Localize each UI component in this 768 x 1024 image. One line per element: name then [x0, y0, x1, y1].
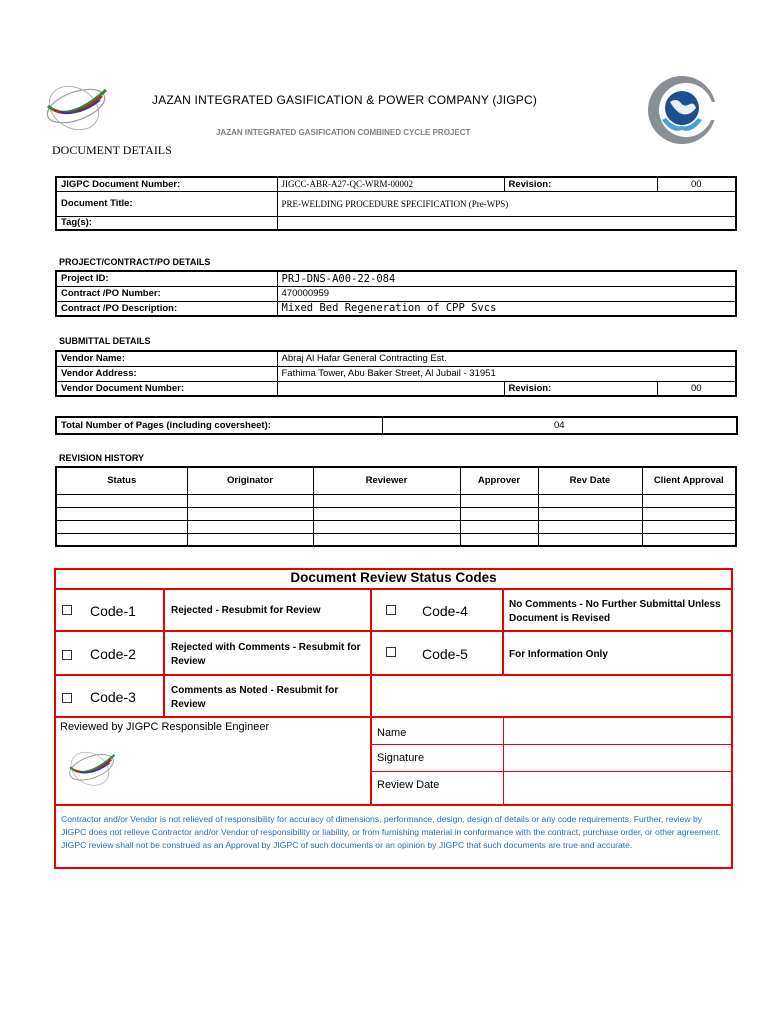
company-name: JAZAN INTEGRATED GASIFICATION & POWER COMPANY (JIGPC) — [152, 93, 538, 107]
doc-revision-label: Revision: — [504, 177, 657, 191]
project-name: JAZAN INTEGRATED GASIFICATION COMBINED CYCLE PROJECT — [216, 128, 471, 137]
document-details-heading: DOCUMENT DETAILS — [52, 143, 172, 157]
submittal-table — [55, 350, 737, 397]
table-row — [56, 533, 736, 546]
code-1-description: Rejected - Resubmit for Review — [171, 605, 321, 616]
code-5-label: Code-5 — [422, 646, 468, 662]
vendor-revision-label: Revision: — [504, 381, 657, 396]
total-pages-value: 04 — [382, 417, 737, 434]
project-id-label: Project ID: — [56, 271, 277, 286]
history-header-originator: Originator — [187, 467, 313, 494]
vendor-name-value: Abraj Al Hafar General Contracting Est. — [277, 351, 736, 366]
code-3-label: Code-3 — [90, 689, 136, 705]
jigpc-logo — [40, 76, 116, 138]
table-row — [56, 494, 736, 507]
globe-hands-logo — [640, 72, 720, 150]
history-header-rev-date: Rev Date — [538, 467, 642, 494]
vendor-doc-number-label: Vendor Document Number: — [56, 381, 277, 396]
doc-title-value: PRE-WELDING PROCEDURE SPECIFICATION (Pre-WPS) — [277, 191, 736, 216]
pages-table — [55, 416, 738, 435]
jigpc-logo — [64, 744, 122, 792]
code-5-description: For Information Only — [509, 649, 608, 660]
code-2-label: Code-2 — [90, 646, 136, 662]
history-header-approver: Approver — [460, 467, 538, 494]
project-section-title: PROJECT/CONTRACT/PO DETAILS — [59, 257, 211, 267]
review-status-title: Document Review Status Codes — [290, 570, 497, 585]
doc-number-label: JIGPC Document Number: — [56, 177, 277, 191]
revision-history-title: REVISION HISTORY — [59, 453, 145, 463]
review-date-field[interactable] — [505, 773, 731, 803]
doc-number-value: JIGCC-ABR-A27-QC-WRM-00002 — [277, 177, 504, 191]
checkbox-icon[interactable] — [386, 605, 396, 615]
history-header-status: Status — [56, 467, 187, 494]
review-date-label: Review Date — [377, 779, 440, 791]
document-table — [55, 176, 737, 231]
vendor-doc-number-value — [277, 381, 504, 396]
po-number-label: Contract /PO Number: — [56, 286, 277, 301]
po-number-value: 470000959 — [277, 286, 736, 301]
code-3-description: Comments as Noted - Resubmit for Review — [171, 685, 339, 710]
po-description-label: Contract /PO Description: — [56, 301, 277, 316]
reviewer-name-field[interactable] — [505, 719, 731, 743]
checkbox-icon[interactable] — [62, 693, 72, 703]
doc-title-label: Document Title: — [56, 191, 277, 216]
project-table — [55, 270, 737, 317]
doc-revision-value: 00 — [657, 177, 736, 191]
vendor-name-label: Vendor Name: — [56, 351, 277, 366]
code-4-description: No Comments - No Further Submittal Unless Document is Revised — [509, 599, 721, 624]
signature-field[interactable] — [505, 746, 731, 770]
disclaimer-text: Contractor and/or Vendor is not relieved of responsibility for accuracy of dimensions, performance, design, design of details or any code requirements. Further, review by JIGPC does not relieve Contractor and/or Vendor of responsibility or liability, or from furnishing material in conformance with the contract, purchase order, or other agreement. JIGPC review shall not be construed as an Approval by JIGPC of such documents or an opinion by JIGPC that such documents are true and accurate. — [61, 814, 721, 850]
reviewer-name-label: Name — [377, 727, 407, 739]
table-row — [56, 507, 736, 520]
tags-label: Tag(s): — [56, 216, 277, 230]
reviewed-by-label: Reviewed by JIGPC Responsible Engineer — [60, 721, 270, 733]
po-description-value: Mixed Bed Regeneration of CPP Svcs — [277, 301, 736, 316]
signature-label: Signature — [377, 752, 425, 764]
checkbox-icon[interactable] — [62, 650, 72, 660]
tags-value — [277, 216, 736, 230]
project-id-value: PRJ-DNS-A00-22-084 — [277, 271, 736, 286]
checkbox-icon[interactable] — [386, 647, 396, 657]
table-row — [56, 520, 736, 533]
submittal-section-title: SUBMITTAL DETAILS — [59, 336, 151, 346]
code-1-label: Code-1 — [90, 603, 136, 619]
history-header-client-approval: Client Approval — [642, 467, 736, 494]
code-2-description: Rejected with Comments - Resubmit for Review — [171, 642, 361, 667]
code-4-label: Code-4 — [422, 603, 468, 619]
vendor-address-value: Fathima Tower, Abu Baker Street, Al Jubail - 31951 — [277, 366, 736, 381]
history-header-reviewer: Reviewer — [313, 467, 460, 494]
checkbox-icon[interactable] — [62, 605, 72, 615]
vendor-revision-value: 00 — [657, 381, 736, 396]
vendor-address-label: Vendor Address: — [56, 366, 277, 381]
revision-history-table — [55, 466, 737, 547]
total-pages-label: Total Number of Pages (including coversheet): — [56, 417, 382, 434]
